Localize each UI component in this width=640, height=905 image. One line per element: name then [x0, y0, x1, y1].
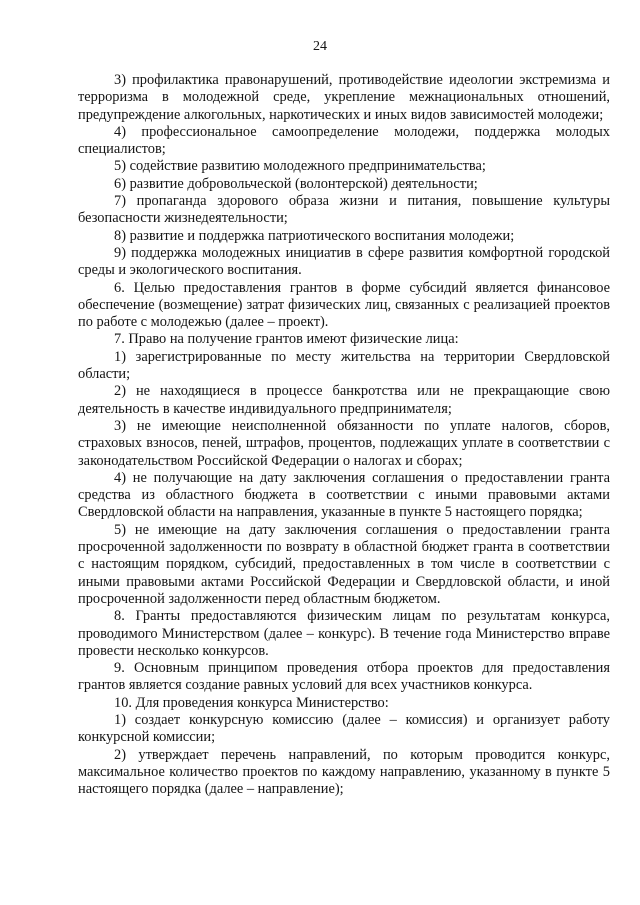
document-body: [78, 72, 610, 798]
page-number: 24: [313, 39, 327, 54]
paragraph-7-healthy-lifestyle: 7) пропаганда здорового образа жизни и питания, повышение культуры безопасности жизнедеятельности;: [78, 193, 610, 227]
paragraph-9-youth-initiatives: 9) поддержка молодежных инициатив в сфере развития комфортной городской среды и экологического воспитания.: [78, 244, 610, 279]
eligibility-item-1: 1) зарегистрированные по месту жительства на территории Свердловской области;: [78, 348, 610, 383]
eligibility-item-2: 2) не находящиеся в процессе банкротства или не прекращающие свою деятельность в качестве индивидуального предпринимателя;: [78, 383, 610, 417]
paragraph-3-prevention: 3) профилактика правонарушений, противодействие идеологии экстремизма и терроризма в молодежной среде, укрепление межнациональных отношений, предупреждение алкогольных, наркотических и иных видов зависимостей молодежи;: [78, 72, 610, 123]
clause-9-principle: 9. Основным принципом проведения отбора проектов для предоставления грантов является создание равных условий для всех участников конкурса.: [78, 660, 610, 694]
eligibility-item-3: 3) не имеющие неисполненной обязанности по уплате налогов, сборов, страховых взносов, пеней, штрафов, процентов, подлежащих уплате в соответствии с законодательством Российской Федерации о налогах и сборах;: [78, 417, 610, 469]
clause-7-eligibility: 7. Право на получение грантов имеют физические лица:: [114, 331, 459, 348]
paragraph-8-patriotic: 8) развитие и поддержка патриотического воспитания молодежи;: [114, 227, 515, 244]
paragraph-4-self-determination: 4) профессиональное самоопределение молодежи, поддержка молодых специалистов;: [78, 123, 610, 158]
clause-10-ministry: 10. Для проведения конкурса Министерство:: [114, 694, 389, 711]
paragraph-5-entrepreneurship: 5) содействие развитию молодежного предпринимательства;: [114, 158, 486, 175]
paragraph-6-volunteering: 6) развитие добровольческой (волонтерской) деятельности;: [114, 175, 478, 192]
clause-6-purpose: 6. Целью предоставления грантов в форме субсидий является финансовое обеспечение (возмещение) затрат физических лиц, связанных с реализацией проектов по работе с молодежью (далее – проект).: [78, 279, 610, 331]
ministry-item-1: 1) создает конкурсную комиссию (далее – комиссия) и организует работу конкурсной комиссии;: [78, 711, 610, 746]
eligibility-item-5: 5) не имеющие на дату заключения соглашения о предоставлении гранта просроченной задолженности по возврату в областной бюджет гранта в соответствии с настоящим порядком, субсидий, предоставленных в том числе в соответствии с иными правовыми актами Российской Федерации и Свердловской области, и иной просроченной задолженности перед областным бюджетом.: [78, 521, 610, 607]
eligibility-item-4: 4) не получающие на дату заключения соглашения о предоставлении гранта средства из областного бюджета в соответствии с иными правовыми актами Свердловской области на направления, указанные в пункте 5 настоящего порядка;: [78, 469, 610, 521]
clause-8-competition: 8. Гранты предоставляются физическим лицам по результатам конкурса, проводимого Министерством (далее – конкурс). В течение года Министерство вправе провести несколько конкурсов.: [78, 608, 610, 659]
ministry-item-2: 2) утверждает перечень направлений, по которым проводится конкурс, максимальное количество проектов по каждому направлению, указанному в пункте 5 настоящего порядка (далее – направление);: [78, 746, 610, 798]
